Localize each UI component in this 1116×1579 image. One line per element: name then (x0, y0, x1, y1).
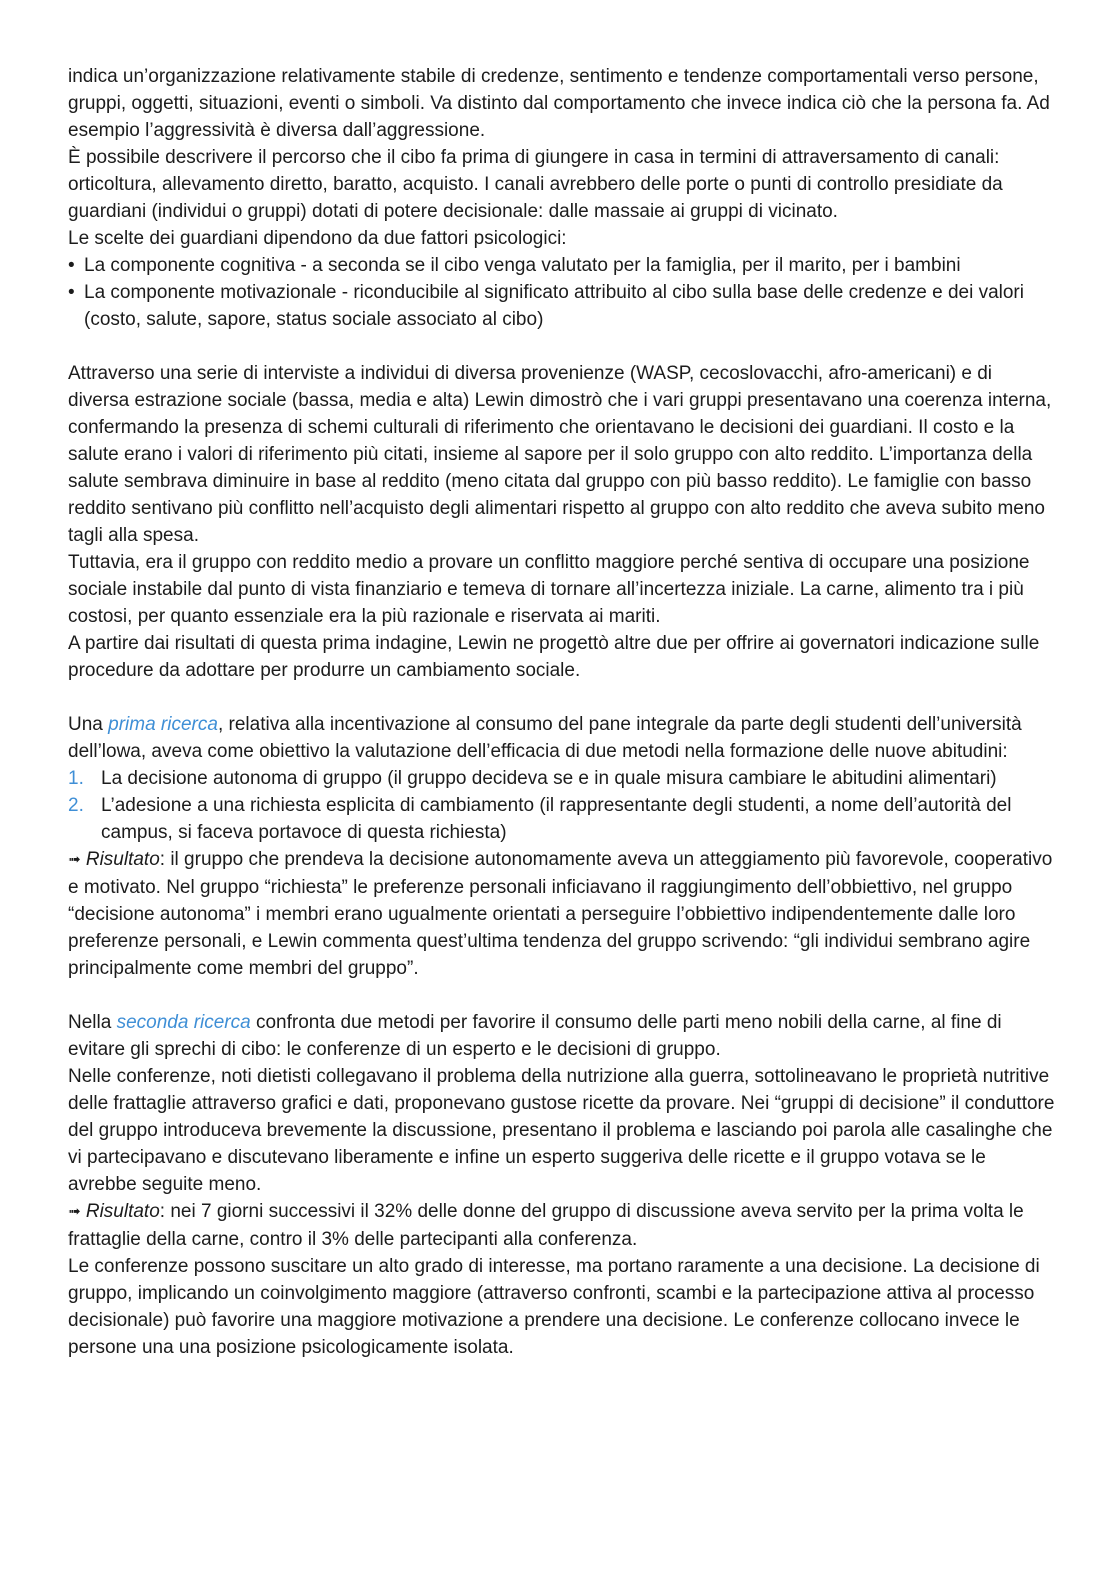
second-research-link[interactable]: seconda ricerca (116, 1012, 251, 1033)
list-number: 1. (68, 768, 84, 789)
method-item-request (68, 792, 1058, 846)
intro-paragraph-channels: È possibile descrivere il percorso che il cibo fa prima di giungere in casa in termini di attraversamento di canali: orticoltura, allevamento diretto, baratto, acquisto. I canali avrebbero delle porte o punti di controllo presidiate da guardiani (individui o gruppi) dotati di potere decisionale: dalle massaie ai gruppi di vicinato. (68, 147, 1003, 222)
factors-bullet-list (68, 252, 1058, 333)
first-research-lead: Una (68, 714, 109, 735)
document-page (68, 63, 1058, 1361)
middle-income-paragraph: Tuttavia, era il gruppo con reddito medio a provare un conflitto maggiore perché sentiva di occupare una posizione sociale instabile dal punto di vista finanziario e temeva di tornare all’incertezza iniziale. La carne, alimento tra i più costosi, per quanto essenziale era la più razionale e riservata ai mariti. (68, 552, 1030, 627)
paragraph-gap (68, 982, 1058, 1009)
result-label: Risultato (85, 1201, 160, 1222)
second-research-description: confronta due metodi per favorire il consumo delle parti meno nobili della carne, al fine di evitare gli sprechi di cibo: le conferenze di un esperto e le decisioni di gruppo. (68, 1012, 1002, 1060)
bullet-icon: • (68, 255, 75, 276)
intro-paragraph-attitude: indica un’organizzazione relativamente stabile di credenze, sentimento e tendenze comportamentali verso persone, gruppi, oggetti, situazioni, eventi o simboli. Va distinto dal comportamento che invece indica ciò che la persona fa. Ad esempio l’aggressività è diversa dall’aggressione. (68, 66, 1050, 141)
right-arrow-icon: ➟ (68, 1203, 81, 1220)
intro-paragraph-gatekeepers: Le scelte dei guardiani dipendono da due fattori psicologici: (68, 228, 567, 249)
second-research-intro (68, 1009, 1058, 1063)
list-item-text: L’adesione a una richiesta esplicita di cambiamento (il rappresentante degli studenti, a nome dell’autorità del campus, si faceva portavoce di questa richiesta) (101, 795, 1012, 843)
list-number: 2. (68, 795, 84, 816)
methods-numbered-list (68, 765, 1058, 846)
first-research-result (68, 846, 1058, 982)
bullet-item-motivational (68, 279, 1058, 333)
method-item-autonomous (68, 765, 1058, 792)
first-research-description: , relativa alla incentivazione al consumo del pane integrale da parte degli studenti dell’università dell’lowa, aveva come obiettivo la valutazione dell’efficacia di due metodi nella formazione delle nuove abitudini: (68, 714, 1022, 762)
paragraph-gap (68, 333, 1058, 360)
list-item-text: La decisione autonoma di gruppo (il gruppo decideva se e in quale misura cambiare le abitudini alimentari) (101, 768, 997, 789)
bullet-text: La componente cognitiva - a seconda se il cibo venga valutato per la famiglia, per il marito, per i bambini (84, 255, 961, 276)
bullet-icon: • (68, 282, 75, 303)
conferences-paragraph: Nelle conferenze, noti dietisti collegavano il problema della nutrizione alla guerra, sottolineavano le proprietà nutritive delle frattaglie attraverso grafici e dati, proponevano gustose ricette da provare. Nei “gruppi di decisione” il conduttore del gruppo introduceva brevemente la discussione, presentano il problema e lasciando poi parola alle casalinghe che vi partecipavano e discutevano liberamente e infine un esperto suggeriva delle ricette e il gruppo votava se le avrebbe seguite meno. (68, 1066, 1055, 1195)
result-text: : il gruppo che prendeva la decisione autonomamente aveva un atteggiamento più favorevole, cooperativo e motivato. Nel gruppo “richiesta” le preferenze personali inficiavano il raggiungimento dell’obbiettivo, nel gruppo “decisione autonoma” i membri erano ugualmente orientati a perseguire l’obbiettivo indipendentemente dalle loro preferenze personali, e Lewin commenta quest’ultima tendenza del gruppo scrivendo: “gli individui sembrano agire principalmente come membri del gruppo”. (68, 849, 1053, 979)
second-research-lead: Nella (68, 1012, 117, 1033)
interviews-paragraph: Attraverso una serie di interviste a individui di diversa provenienze (WASP, cecoslovacchi, afro-americani) e di diversa estrazione sociale (bassa, media e alta) Lewin dimostrò che i vari gruppi presentavano una coerenza interna, confermando la presenza di schemi culturali di riferimento che orientavano le decisioni dei guardiani. Il costo e la salute erano i valori di riferimento più citati, insieme al sapore per il solo gruppo con alto reddito. L’importanza della salute sembrava diminuire in base al reddito (meno citata dal gruppo con più basso reddito). Le famiglie con basso reddito sentivano più conflitto nell’acquisto degli alimentari rispetto al gruppo con alto reddito che aveva subito meno tagli alla spesa. (68, 363, 1052, 546)
first-research-intro (68, 711, 1058, 765)
result-label: Risultato (85, 849, 160, 870)
result-text: : nei 7 giorni successivi il 32% delle donne del gruppo di discussione aveva servito per la prima volta le frattaglie della carne, contro il 3% delle partecipanti alla conferenza. (68, 1201, 1024, 1250)
right-arrow-icon: ➟ (68, 851, 81, 868)
bullet-item-cognitive (68, 252, 1058, 279)
second-research-result (68, 1198, 1058, 1253)
further-research-paragraph: A partire dai risultati di questa prima indagine, Lewin ne progettò altre due per offrire ai governatori indicazione sulle procedure da adottare per produrre un cambiamento sociale. (68, 633, 1040, 681)
bullet-text: La componente motivazionale - riconducibile al significato attribuito al cibo sulla base delle credenze e dei valori (costo, salute, sapore, status sociale associato al cibo) (84, 282, 1024, 330)
conclusion-paragraph: Le conferenze possono suscitare un alto grado di interesse, ma portano raramente a una decisione. La decisione di gruppo, implicando un coinvolgimento maggiore (attraverso confronti, scambi e la partecipazione attiva al processo decisionale) può favorire una maggiore motivazione a prendere una decisione. Le conferenze collocano invece le persone una una posizione psicologicamente isolata. (68, 1256, 1040, 1358)
paragraph-gap (68, 684, 1058, 711)
first-research-link[interactable]: prima ricerca (108, 714, 218, 735)
